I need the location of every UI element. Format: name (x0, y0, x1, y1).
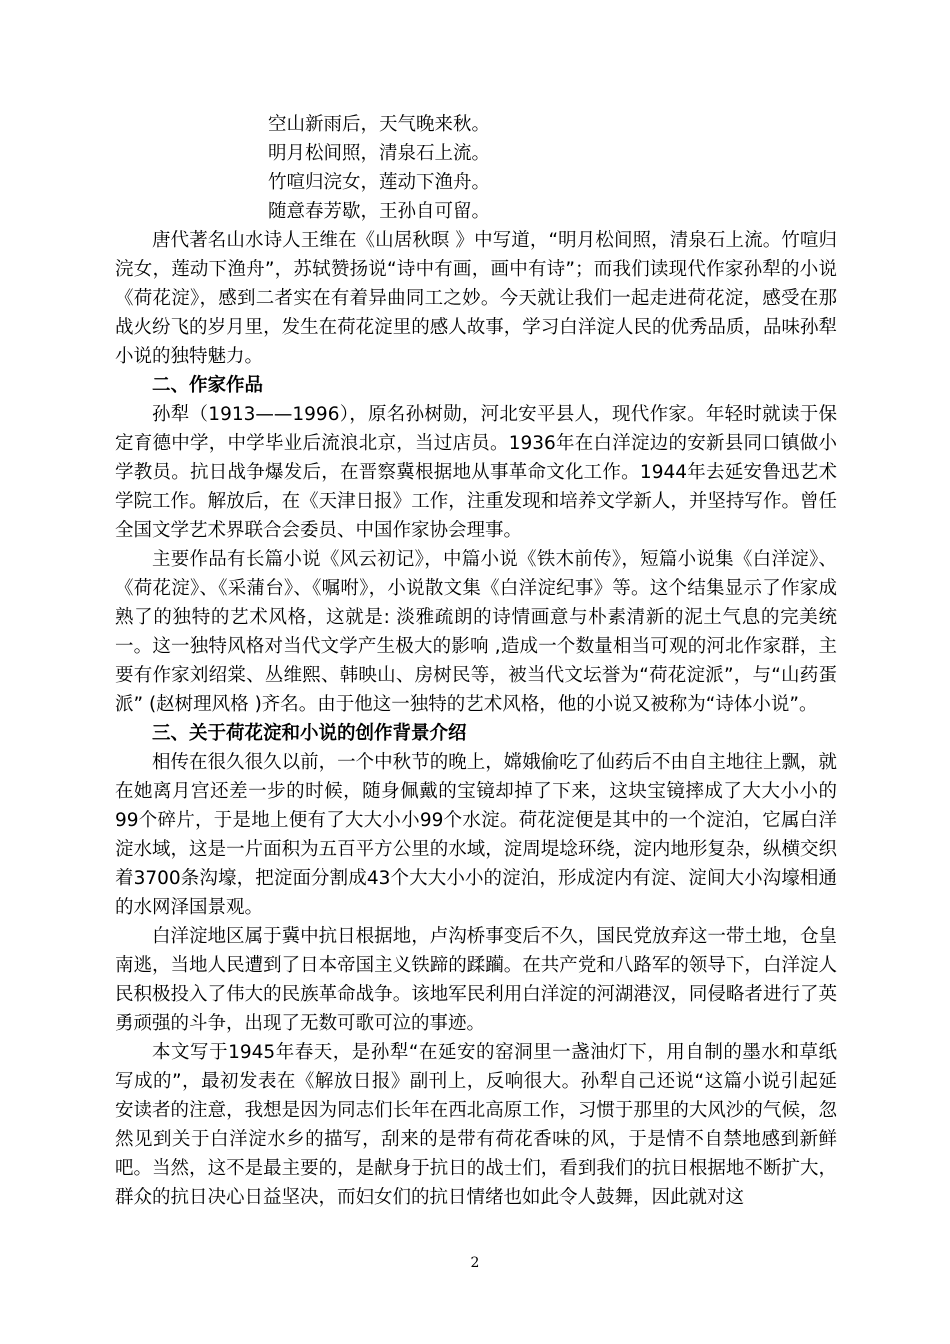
page-number: 2 (470, 1255, 480, 1271)
poem-block (268, 110, 788, 226)
main-content (115, 226, 837, 1212)
writing-background-paragraph: 本文写于1945年春天，是孙犁“在延安的窑洞里一盏油灯下，用自制的墨水和草纸写成的”，最初发表在《解放日报》副刊上，反响很大。孙犁自己还说“这篇小说引起延安读者的注意，我想是因为同志们长年在西北高原工作，习惯于那里的大风沙的气候，忽然见到关于白洋淀水乡的描写，刮来的是带有荷花香味的风，于是情不自禁地感到新鲜吧。当然，这不是最主要的，是献身于抗日的战士们，看到我们的抗日根据地不断扩大，群众的抗日决心日益坚决，而妇女们的抗日情绪也如此令人鼓舞，因此就对这 (115, 1042, 837, 1208)
poem-line-1: 空山新雨后，天气晚来秋。 (268, 114, 491, 135)
poem-line-4: 随意春芳歇，王孙自可留。 (268, 201, 491, 222)
section-heading-author-works: 二、作家作品 (152, 375, 264, 396)
section-heading-background: 三、关于荷花淀和小说的创作背景介绍 (152, 723, 467, 744)
poem-line-2: 明月松间照，清泉石上流。 (268, 143, 491, 164)
author-bio-paragraph: 孙犁（1913——1996），原名孙树勋，河北安平县人，现代作家。年轻时就读于保定育德中学，中学毕业后流浪北京，当过店员。1936年在白洋淀边的安新县同口镇做小学教员。抗日战争爆发后，在晋察冀根据地从事革命文化工作。1944年去延安鲁迅艺术学院工作。解放后，在《天津日报》工作，注重发现和培养文学新人，并坚持写作。曾任全国文学艺术界联合会委员、中国作家协会理事。 (115, 404, 837, 541)
poem-line-3: 竹喧归浣女，莲动下渔舟。 (268, 172, 491, 193)
major-works-paragraph: 主要作品有长篇小说《风云初记》，中篇小说《铁木前传》，短篇小说集《白洋淀》、《荷花淀》、《采蒲台》、《嘱咐》，小说散文集《白洋淀纪事》等。这个结集显示了作家成熟了的独特的艺术风格，这就是: 淡雅疏朗的诗情画意与朴素清新的泥土气息的完美统一。这一独特风格对当代文学产生极大的影响 ,造成一个数量相当可观的河北作家群，主要有作家刘绍棠、丛维熙、韩映山、房树民等，被当代文坛誉为“荷花淀派”，与“山药蛋派” (赵树理风格 )齐名。由于他这一独特的艺术风格，他的小说又被称为“诗体小说”。 (115, 549, 837, 715)
history-paragraph: 白洋淀地区属于冀中抗日根据地，卢沟桥事变后不久，国民党放弃这一带土地，仓皇南逃，当地人民遭到了日本帝国主义铁蹄的蹂躏。在共产党和八路军的领导下，白洋淀人民积极投入了伟大的民族革命战争。该地军民利用白洋淀的河湖港汊，同侵略者进行了英勇顽强的斗争，出现了无数可歌可泣的事迹。 (115, 926, 837, 1034)
intro-paragraph: 唐代著名山水诗人王维在《山居秋暝 》中写道，“明月松间照，清泉石上流。竹喧归浣女，莲动下渔舟”，苏轼赞扬说“诗中有画，画中有诗”；而我们读现代作家孙犁的小说《荷花淀》，感到二者实在有着异曲同工之妙。今天就让我们一起走进荷花淀，感受在那战火纷飞的岁月里，发生在荷花淀里的感人故事，学习白洋淀人民的优秀品质，品味孙犁小说的独特魅力。 (115, 230, 837, 367)
legend-paragraph: 相传在很久很久以前，一个中秋节的晚上，嫦娥偷吃了仙药后不由自主地往上飘，就在她离月宫还差一步的时候，随身佩戴的宝镜却掉了下来，这块宝镜摔成了大大小小的99个碎片，于是地上便有了大大小小99个水淀。荷花淀便是其中的一个淀泊，它属白洋淀水域，这是一片面积为五百平方公里的水域，淀周堤埝环绕，淀内地形复杂，纵横交织着3700条沟壕，把淀面分割成43个大大小小的淀泊，形成淀内有淀、淀间大小沟壕相通的水网泽国景观。 (115, 752, 837, 918)
